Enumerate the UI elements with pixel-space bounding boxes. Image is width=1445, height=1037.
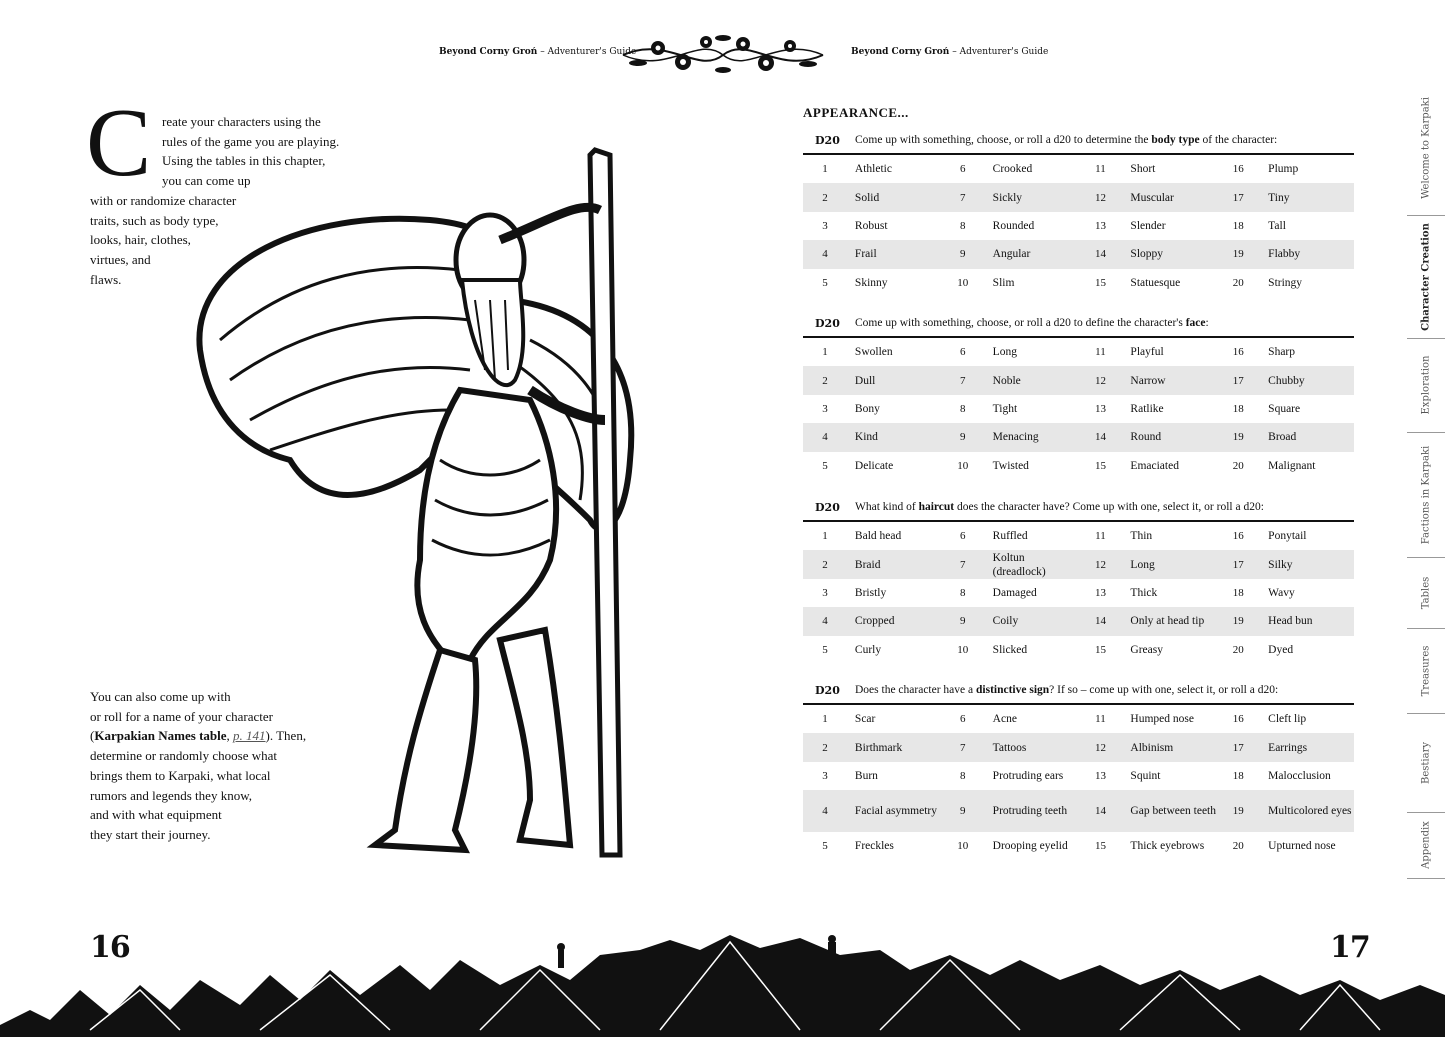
chapter-tab[interactable] — [1407, 713, 1445, 813]
prompt-text: : — [1205, 317, 1209, 329]
trait-value: Tattoos — [992, 741, 1027, 754]
trait-value: Muscular — [1130, 191, 1174, 204]
trait-value: Malocclusion — [1268, 769, 1331, 782]
roll-number: 8 — [959, 219, 966, 232]
trait-value: Rounded — [992, 219, 1035, 232]
roll-number: 5 — [822, 643, 828, 656]
roll-number: 10 — [957, 459, 969, 472]
roll-number: 19 — [1232, 805, 1244, 818]
trait-value: Sickly — [992, 191, 1023, 204]
trait-value: Cropped — [854, 615, 895, 628]
header-subtitle: – Adventurer's Guide — [952, 47, 1049, 57]
table-row — [803, 607, 1354, 635]
trait-value: Bald head — [854, 530, 902, 543]
trait-value: Flabby — [1268, 248, 1301, 261]
trait-value: Dyed — [1268, 643, 1294, 656]
intro-line: reate your characters using the — [162, 114, 321, 129]
trait-value: Angular — [992, 248, 1031, 261]
roll-number: 13 — [1094, 219, 1106, 232]
roll-number: 4 — [822, 615, 828, 628]
roll-number: 13 — [1094, 769, 1106, 782]
chapter-tab[interactable] — [1407, 628, 1445, 714]
trait-value: Noble — [992, 374, 1021, 387]
roll-number: 15 — [1094, 840, 1106, 853]
table-row — [803, 522, 1354, 550]
table-row — [803, 338, 1354, 366]
paragraph-line: determine or randomly choose what — [90, 748, 277, 764]
roll-number: 18 — [1232, 586, 1244, 599]
trait-value: Slender — [1130, 219, 1166, 232]
roll-number: 7 — [959, 374, 966, 387]
d20-table — [803, 127, 1354, 297]
trait-value: Head bun — [1268, 615, 1313, 628]
table-row — [803, 705, 1354, 733]
roll-number: 18 — [1232, 402, 1244, 415]
line-tail: ). Then, — [265, 728, 307, 744]
table-row — [803, 579, 1354, 607]
table-header — [803, 310, 1354, 338]
table-row — [803, 832, 1354, 860]
comma: , — [226, 728, 234, 744]
roll-number: 11 — [1095, 530, 1106, 543]
roll-number: 12 — [1094, 741, 1106, 754]
roll-number: 1 — [822, 163, 828, 176]
table-row — [803, 636, 1354, 664]
trait-value: Wavy — [1268, 586, 1295, 599]
trait-value: Curly — [854, 643, 882, 656]
roll-number: 2 — [822, 191, 828, 204]
chapter-tab-label: Appendix — [1420, 821, 1432, 869]
table-header — [803, 494, 1354, 522]
paragraph-line: or roll for a name of your character — [90, 708, 273, 724]
roll-number: 20 — [1232, 459, 1244, 472]
roll-number: 4 — [822, 805, 828, 818]
chapter-tab[interactable] — [1407, 432, 1445, 558]
trait-value: Round — [1130, 431, 1162, 444]
roll-number: 2 — [822, 741, 828, 754]
trait-value: Slim — [992, 276, 1015, 289]
trait-value: Silky — [1268, 558, 1293, 571]
roll-number: 7 — [959, 558, 966, 571]
trait-value: Short — [1130, 163, 1156, 176]
trait-value: Only at head tip — [1130, 615, 1205, 628]
die-label: D20 — [815, 316, 840, 330]
trait-value: Greasy — [1130, 643, 1163, 656]
roll-number: 16 — [1232, 713, 1244, 726]
table-row — [803, 733, 1354, 761]
roll-number: 20 — [1232, 276, 1244, 289]
trait-value: Delicate — [854, 459, 894, 472]
table-row — [803, 452, 1354, 480]
chapter-tab-label: Treasures — [1420, 645, 1432, 696]
trait-value: Dull — [854, 374, 876, 387]
table-prompt — [855, 501, 1264, 513]
roll-number: 20 — [1232, 840, 1244, 853]
chapter-tab[interactable] — [1407, 338, 1445, 433]
chapter-tab[interactable] — [1407, 80, 1445, 216]
roll-number: 2 — [822, 374, 828, 387]
trait-value: Thick eyebrows — [1130, 840, 1205, 853]
roll-number: 14 — [1094, 431, 1106, 444]
trait-value: Chubby — [1268, 374, 1305, 387]
roll-number: 20 — [1232, 643, 1244, 656]
roll-number: 17 — [1232, 374, 1244, 387]
page-number-right: 17 — [1330, 930, 1370, 965]
prompt-text: Does the character have a — [855, 684, 976, 696]
trait-value: Gap between teeth — [1130, 805, 1216, 818]
paragraph-line: and with what equipment — [90, 807, 222, 823]
trait-value: Menacing — [992, 431, 1039, 444]
d20-table — [803, 677, 1354, 861]
chapter-tab-label: Factions in Karpaki — [1420, 445, 1432, 544]
roll-number: 11 — [1095, 163, 1106, 176]
roll-number: 5 — [822, 276, 828, 289]
roll-number: 3 — [822, 769, 828, 782]
roll-number: 9 — [959, 615, 966, 628]
prompt-text: Come up with something, choose, or roll a d20 to define the character's — [855, 317, 1186, 329]
roll-number: 14 — [1094, 615, 1106, 628]
trait-value: Ruffled — [992, 530, 1028, 543]
roll-number: 12 — [1094, 374, 1106, 387]
roll-number: 9 — [959, 805, 966, 818]
header-subtitle: – Adventurer's Guide — [540, 47, 637, 57]
table-row — [803, 550, 1354, 578]
prompt-text: What kind of — [855, 501, 919, 513]
intro-line: rules of the game you are playing. — [162, 133, 340, 149]
chapter-tab[interactable] — [1407, 557, 1445, 629]
trait-value: Earrings — [1268, 741, 1308, 754]
table-row — [803, 366, 1354, 394]
trait-value: Braid — [854, 558, 881, 571]
trait-value: Humped nose — [1130, 713, 1194, 726]
trait-value: Multicolored eyes — [1268, 805, 1352, 818]
paragraph-line: they start their journey. — [90, 826, 211, 842]
intro-line: flaws. — [90, 271, 122, 287]
prompt-keyword: face — [1185, 317, 1206, 329]
trait-value: Athletic — [854, 163, 892, 176]
roll-number: 11 — [1095, 346, 1106, 359]
roll-number: 17 — [1232, 558, 1244, 571]
roll-number: 5 — [822, 840, 828, 853]
paragraph-line: rumors and legends they know, — [90, 787, 252, 803]
chapter-tab[interactable] — [1407, 215, 1445, 339]
trait-value: Albinism — [1130, 741, 1174, 754]
trait-value: Bristly — [854, 586, 887, 599]
roll-number: 10 — [957, 643, 969, 656]
table-row — [803, 269, 1354, 297]
trait-value: Square — [1268, 402, 1301, 415]
roll-number: 14 — [1094, 805, 1106, 818]
trait-value: Emaciated — [1130, 459, 1179, 472]
paragraph-line: brings them to Karpaki, what local — [90, 767, 271, 783]
trait-value: Protruding teeth — [992, 805, 1068, 818]
trait-value: Thick — [1130, 586, 1158, 599]
roll-number: 18 — [1232, 219, 1244, 232]
table-prompt — [855, 317, 1209, 329]
trait-value: Sloppy — [1130, 248, 1164, 261]
intro-line: Using the tables in this chapter, — [162, 153, 326, 169]
prompt-keyword: body type — [1151, 134, 1200, 146]
trait-value: Playful — [1130, 346, 1164, 359]
trait-value: Damaged — [992, 586, 1037, 599]
roll-number: 9 — [959, 248, 966, 261]
prompt-keyword: haircut — [918, 501, 955, 513]
trait-value: Scar — [854, 713, 876, 726]
roll-number: 5 — [822, 459, 828, 472]
roll-number: 12 — [1094, 191, 1106, 204]
trait-value: Tall — [1268, 219, 1286, 232]
trait-value: Crooked — [992, 163, 1033, 176]
trait-value: Tiny — [1268, 191, 1290, 204]
chapter-tab-label: Bestiary — [1420, 741, 1432, 784]
trait-value: Squint — [1130, 769, 1161, 782]
trait-value: Facial asymmetry — [854, 805, 937, 818]
trait-value: Plump — [1268, 163, 1299, 176]
trait-value: Long — [1130, 558, 1155, 571]
prompt-text: does the character have? Come up with one, select it, or roll a d20: — [954, 501, 1264, 513]
trait-value: Frail — [854, 248, 877, 261]
roll-number: 15 — [1094, 276, 1106, 289]
running-header-left — [439, 47, 636, 57]
trait-value: Cleft lip — [1268, 713, 1307, 726]
roll-number: 14 — [1094, 248, 1106, 261]
trait-value: Ponytail — [1268, 530, 1307, 543]
roll-number: 19 — [1232, 248, 1244, 261]
roll-number: 7 — [959, 741, 966, 754]
die-label: D20 — [815, 683, 840, 697]
trait-value: Acne — [992, 713, 1017, 726]
page-reference-link[interactable]: p. 141 — [233, 728, 266, 744]
prompt-keyword: distinctive sign — [976, 684, 1050, 696]
table-row — [803, 790, 1354, 832]
roll-number: 4 — [822, 248, 828, 261]
paren: ( — [90, 728, 95, 744]
roll-number: 6 — [959, 713, 966, 726]
floral-ornament-icon — [618, 30, 828, 80]
table-header — [803, 127, 1354, 155]
roll-number: 6 — [959, 530, 966, 543]
trait-value: Koltun (dreadlock) — [992, 551, 1046, 578]
paragraph-line — [90, 726, 306, 746]
trait-value: Drooping eyelid — [992, 840, 1068, 853]
table-prompt — [855, 134, 1277, 146]
intro-line: looks, hair, clothes, — [90, 232, 191, 248]
trait-value: Kind — [854, 431, 878, 444]
roll-number: 1 — [822, 530, 828, 543]
roll-number: 7 — [959, 191, 966, 204]
paragraph-line: You can also come up with — [90, 689, 231, 704]
table-row — [803, 155, 1354, 183]
roll-number: 3 — [822, 219, 828, 232]
trait-value: Ratlike — [1130, 402, 1164, 415]
roll-number: 16 — [1232, 163, 1244, 176]
mountain-range-illustration — [0, 930, 1445, 1037]
d20-table — [803, 494, 1354, 664]
trait-value: Upturned nose — [1268, 840, 1336, 853]
table-header — [803, 677, 1354, 705]
intro-line: you can come up — [162, 173, 251, 189]
intro-line: with or randomize character — [90, 193, 237, 208]
roll-number: 13 — [1094, 402, 1106, 415]
roll-number: 16 — [1232, 530, 1244, 543]
trait-value: Long — [992, 346, 1017, 359]
roll-number: 4 — [822, 431, 828, 444]
trait-value: Thin — [1130, 530, 1153, 543]
roll-number: 17 — [1232, 741, 1244, 754]
trait-value: Swollen — [854, 346, 893, 359]
intro-line: virtues, and — [90, 252, 151, 268]
trait-value: Bony — [854, 402, 880, 415]
roll-number: 12 — [1094, 558, 1106, 571]
roll-number: 13 — [1094, 586, 1106, 599]
header-title: Beyond Corny Groń — [439, 47, 538, 57]
chapter-tab-label: Character Creation — [1420, 222, 1432, 331]
trait-value: Statuesque — [1130, 276, 1181, 289]
trait-value: Slicked — [992, 643, 1028, 656]
intro-line: traits, such as body type, — [90, 212, 219, 228]
die-label: D20 — [815, 500, 840, 514]
page-number-left: 16 — [90, 930, 130, 965]
trait-value: Broad — [1268, 431, 1297, 444]
roll-number: 6 — [959, 346, 966, 359]
trait-value: Freckles — [854, 840, 894, 853]
trait-value: Burn — [854, 769, 878, 782]
roll-number: 8 — [959, 402, 966, 415]
die-label: D20 — [815, 133, 840, 147]
trait-value: Stringy — [1268, 276, 1303, 289]
trait-value: Tight — [992, 402, 1018, 415]
roll-number: 19 — [1232, 615, 1244, 628]
chapter-tabs — [1407, 80, 1445, 880]
d20-table — [803, 310, 1354, 480]
trait-value: Solid — [854, 191, 880, 204]
roll-number: 8 — [959, 586, 966, 599]
roll-number: 1 — [822, 346, 828, 359]
roll-number: 15 — [1094, 643, 1106, 656]
roll-number: 6 — [959, 163, 966, 176]
table-row — [803, 762, 1354, 790]
table-row — [803, 423, 1354, 451]
trait-value: Birthmark — [854, 741, 903, 754]
trait-value: Sharp — [1268, 346, 1296, 359]
roll-number: 3 — [822, 402, 828, 415]
roll-number: 18 — [1232, 769, 1244, 782]
appearance-heading: APPEARANCE... — [803, 105, 909, 120]
trait-value: Coily — [992, 615, 1019, 628]
roll-number: 2 — [822, 558, 828, 571]
roll-number: 9 — [959, 431, 966, 444]
drop-cap: C — [86, 89, 152, 197]
trait-value: Protruding ears — [992, 769, 1064, 782]
header-title: Beyond Corny Groń — [851, 47, 950, 57]
roll-number: 15 — [1094, 459, 1106, 472]
table-prompt — [855, 684, 1278, 696]
prompt-text: ? If so – come up with one, select it, or roll a d20: — [1049, 684, 1279, 696]
prompt-text: Come up with something, choose, or roll a d20 to determine the — [855, 134, 1152, 146]
chapter-tab-label: Welcome to Karpaki — [1420, 96, 1432, 199]
trait-value: Skinny — [854, 276, 888, 289]
names-table-reference: Karpakian Names table — [94, 728, 227, 744]
trait-value: Narrow — [1130, 374, 1166, 387]
roll-number: 10 — [957, 840, 969, 853]
trait-value: Malignant — [1268, 459, 1316, 472]
roll-number: 8 — [959, 769, 966, 782]
roll-number: 17 — [1232, 191, 1244, 204]
trait-value: Twisted — [992, 459, 1029, 472]
names-paragraph — [90, 687, 306, 845]
prompt-text: of the character: — [1199, 134, 1278, 146]
trait-value: Robust — [854, 219, 888, 232]
roll-number: 3 — [822, 586, 828, 599]
table-row — [803, 240, 1354, 268]
roll-number: 16 — [1232, 346, 1244, 359]
table-row — [803, 395, 1354, 423]
roll-number: 11 — [1095, 713, 1106, 726]
roll-number: 19 — [1232, 431, 1244, 444]
roll-number: 1 — [822, 713, 828, 726]
chapter-tab[interactable] — [1407, 812, 1445, 879]
chapter-tab-label: Tables — [1420, 576, 1432, 609]
table-row — [803, 183, 1354, 211]
running-header-right — [851, 47, 1048, 57]
table-row — [803, 212, 1354, 240]
roll-number: 10 — [957, 276, 969, 289]
chapter-tab-label: Exploration — [1420, 355, 1432, 415]
